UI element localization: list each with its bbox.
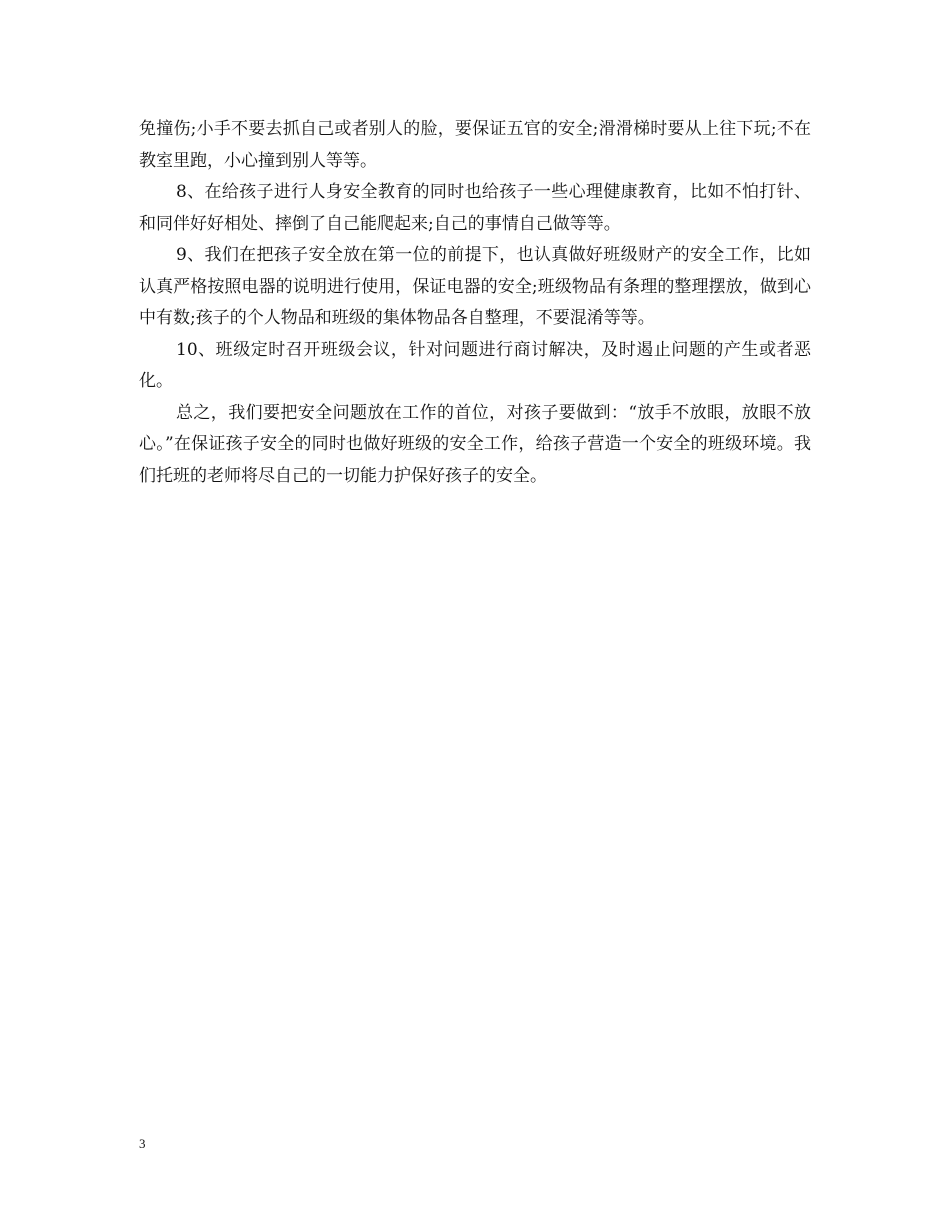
paragraph-item-8: 8、在给孩子进行人身安全教育的同时也给孩子一些心理健康教育，比如不怕打针、和同伴好好相处、摔倒了自己能爬起来;自己的事情自己做等等。 (139, 182, 811, 234)
paragraph-item-10: 10、班级定时召开班级会议，针对问题进行商讨解决，及时遏止问题的产生或者恶化。 (139, 339, 811, 391)
paragraph-summary: 总之，我们要把安全问题放在工作的首位，对孩子要做到：“放手不放眼，放眼不放心。”在保证孩子安全的同时也做好班级的安全工作，给孩子营造一个安全的班级环境。我们托班的老师将尽自己的一切能力护保好孩子的安全。 (139, 402, 811, 486)
paragraph-continuation: 免撞伤;小手不要去抓自己或者别人的脸，要保证五官的安全;滑滑梯时要从上往下玩;不在教室里跑，小心撞到别人等等。 (139, 119, 811, 171)
paragraph-item-9: 9、我们在把孩子安全放在第一位的前提下，也认真做好班级财产的安全工作，比如认真严格按照电器的说明进行使用，保证电器的安全;班级物品有条理的整理摆放，做到心中有数;孩子的个人物品和班级的集体物品各自整理，不要混淆等等。 (139, 245, 811, 328)
document-body (139, 114, 811, 492)
page-number: 3 (139, 1136, 146, 1151)
